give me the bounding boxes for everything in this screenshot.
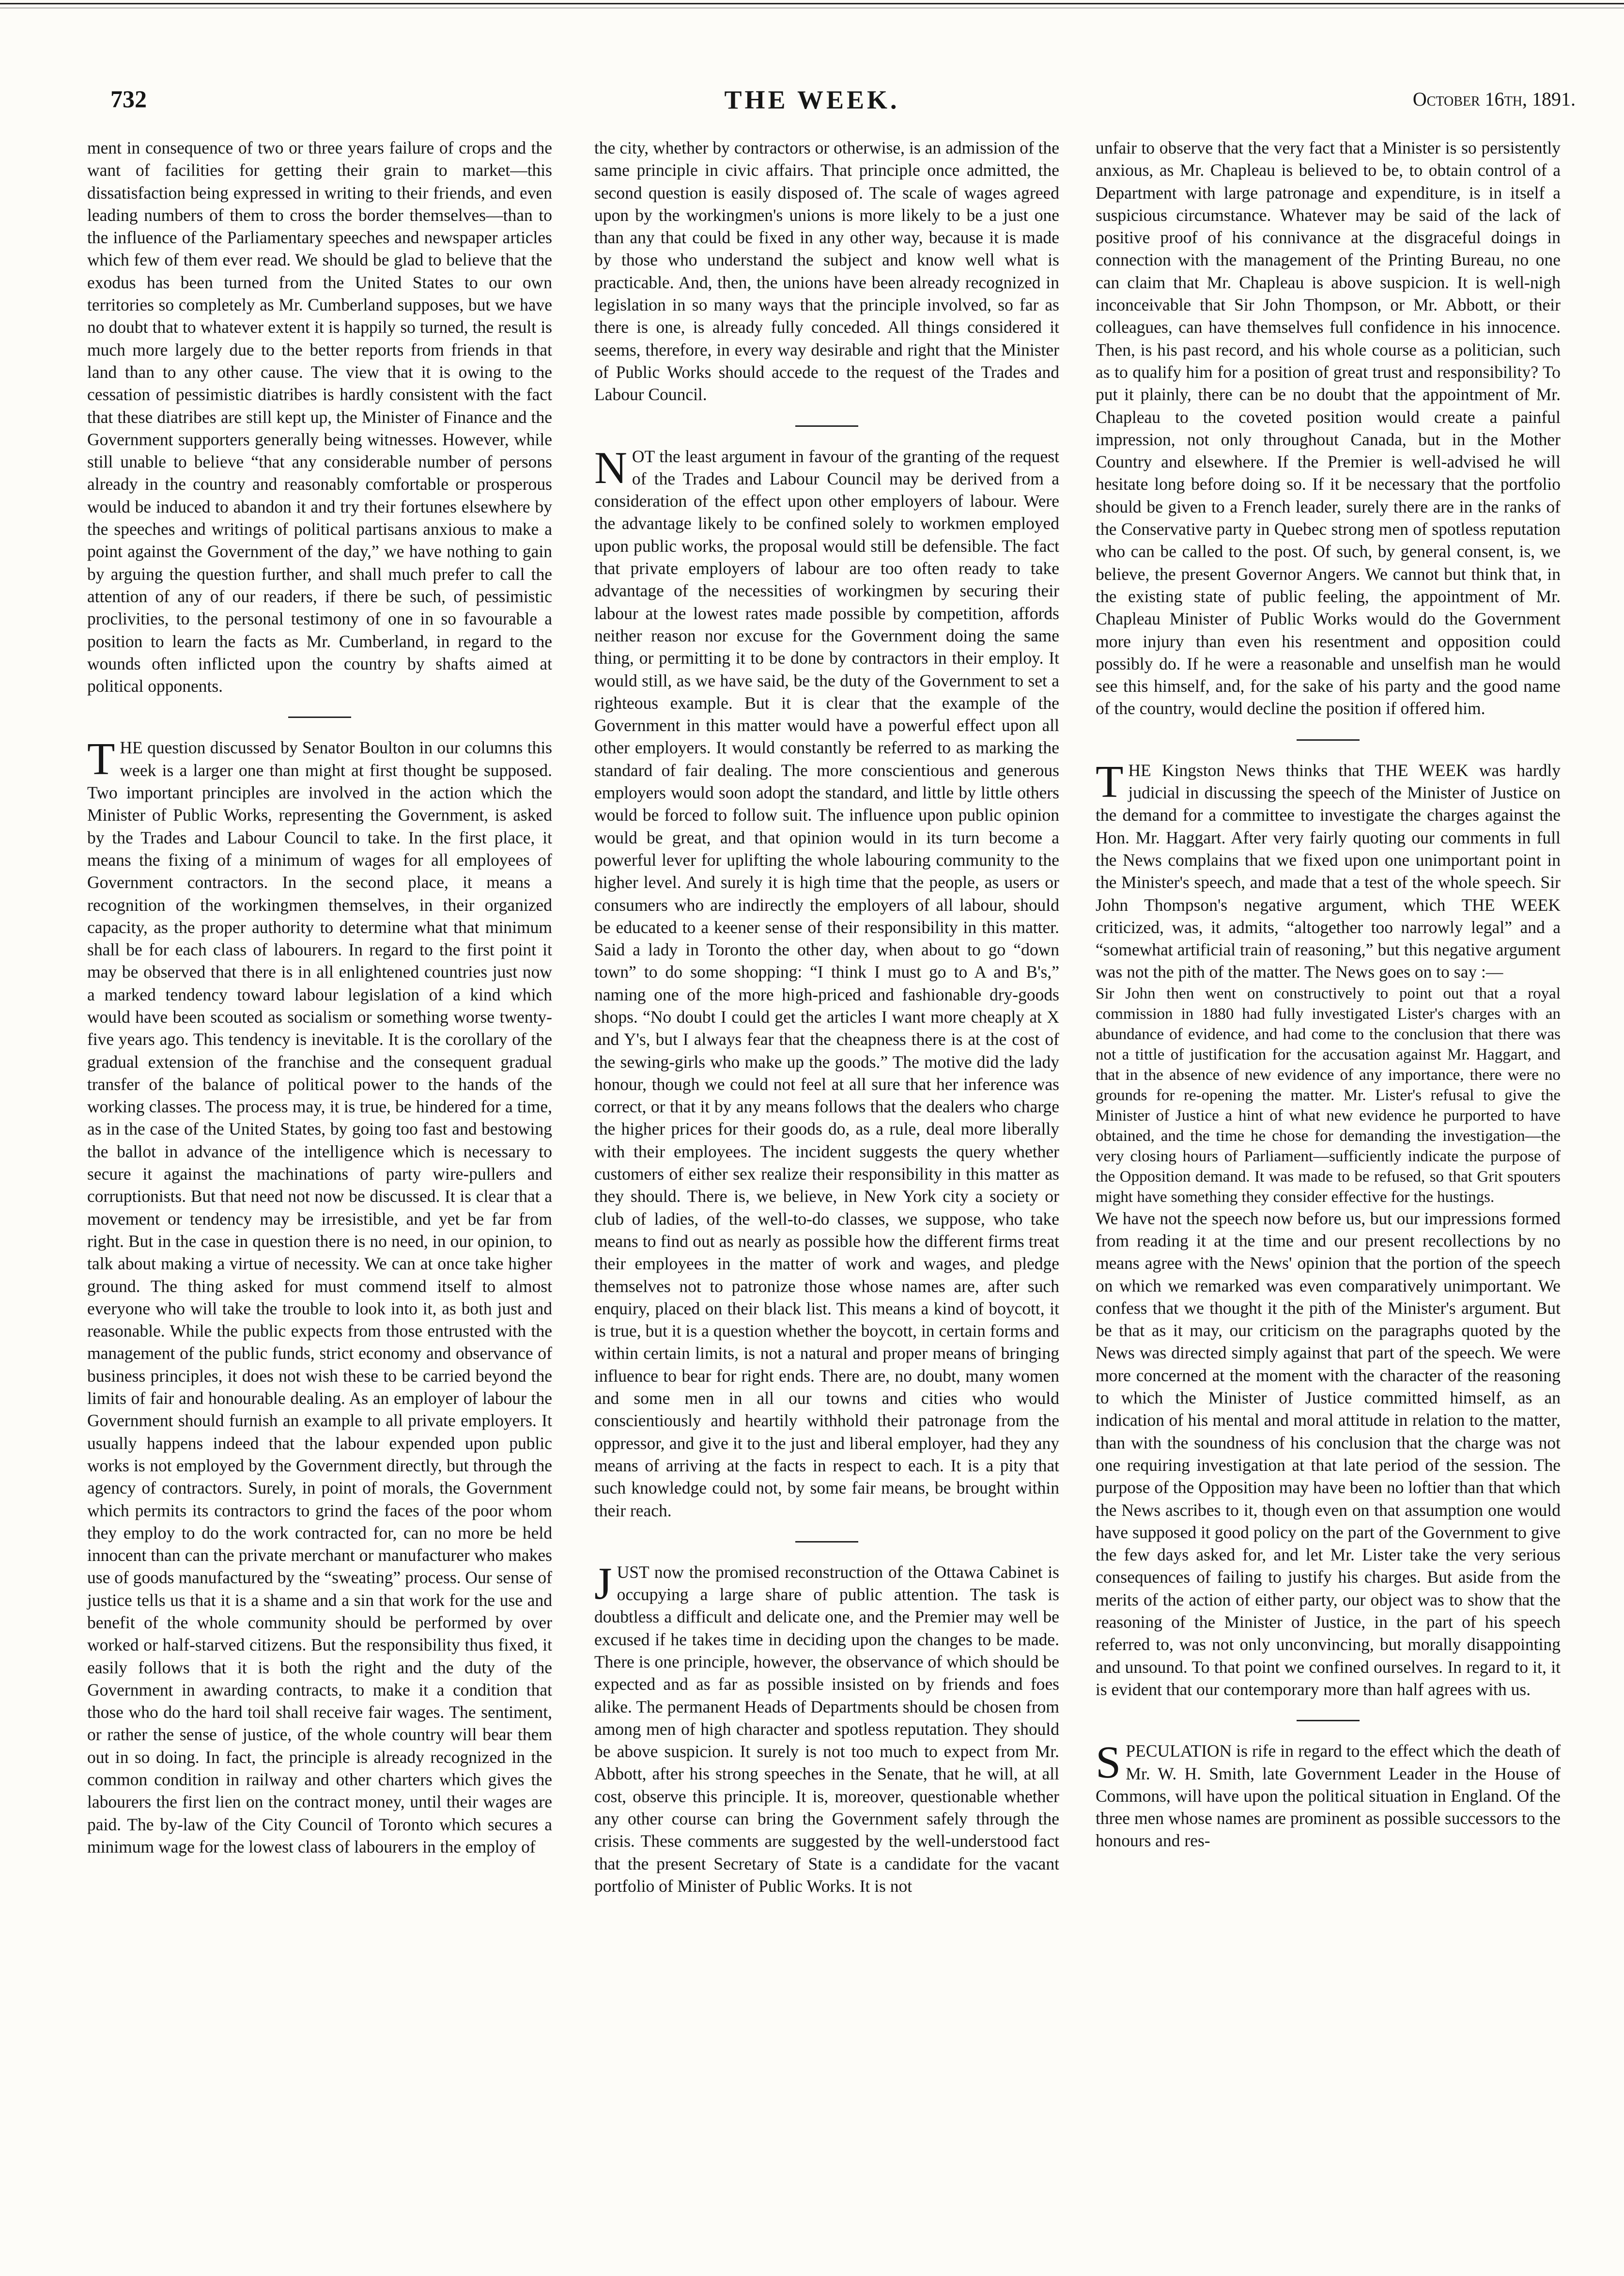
article-paragraph: ment in consequence of two or three years failure of crops and the want of facilities for getting their grain to market—this dissatisfaction being expressed in writing to their friends, and even leading numbers of them to cross the border themselves—than to the influence of the Parliamentary speeches and newspaper articles which few of them ever read. We should be glad to believe that the exodus has been turned from the United States to our own territories so completely as Mr. Cumberland supposes, but we have no doubt that to whatever extent it is happily so turned, the result is much more largely due to the better reports from friends in that land than to any other cause. The view that it is owing to the cessation of pessimistic diatribes is hardly consistent with the fact that these diatribes are still kept up, the Minister of Finance and the Government supporters generally being witnesses. However, while still unable to believe “that any considerable number of persons already in the country and reasonably comfortable or prosperous would be induced to abandon it and try their fortunes elsewhere by the speeches and writings of political partisans anxious to make a point against the Government of the day,” we have nothing to gain by arguing the question further, and shall much prefer to call the attention of any of our readers, if there be such, of pessimistic proclivities, to the personal testimony of one in so favourable a position to learn the facts as Mr. Cumberland, in regard to the wounds often inflicted upon the country by shafts aimed at political opponents. [87,138,552,696]
column-1 [87,137,552,1858]
section-divider [1297,1720,1360,1721]
section-divider [795,1541,858,1543]
article-paragraph: We have not the speech now before us, but our impressions formed from reading it at the time and our present recollections by no means agree with the News' opinion that the portion of the speech on which we remarked was even comparatively unimportant. We confess that we thought it the pith of the Minister's argument. But be that as it may, our criticism on the paragraphs quoted by the News was directed simply against that part of the speech. We were more concerned at the moment with the character of the reasoning to which the Minister of Justice committed himself, as an indication of his mental and moral attitude in relation to the matter, than with the soundness of his conclusion that the charge was not one requiring investigation at that late period of the session. The purpose of the Opposition may have been no loftier than that which the News ascribes to it, though even on that assumption one would have supposed it good policy on the part of the Government to give the few days asked for, and let Mr. Lister take the very serious consequences of failing to justify his charges. But aside from the merits of the action of either party, our object was to show that the reasoning of the Minister of Justice, in the part of his speech referred to, was not only unconvincing, but morally disappointing and unsound. To that point we confined ourselves. In regard to it, it is evident that our contemporary more than half agrees with us. [1096,1208,1561,1699]
drop-cap: J [594,1558,612,1609]
drop-cap: T [1096,756,1124,807]
column-3 [1096,137,1561,1852]
drop-cap: S [1096,1737,1121,1788]
section-divider [288,717,351,718]
article-paragraph [1096,756,1561,983]
section-divider [795,425,858,427]
article-paragraph [594,1558,1059,1897]
page-header [0,85,1624,124]
block-quote: Sir John then went on constructively to point out that a royal commission in 1880 had fully investigated Lister's charges with an abundance of evidence, and had come to the conclusion that there was not a tittle of justification for the accusation against Mr. Haggart, and that in the absence of new evidence of any importance, there were no grounds for re-opening the matter. Mr. Lister's refusal to give the Minister of Justice a hint of what new evidence he purported to have obtained, and the time he chose for demanding the investigation—the very closing hours of Parliament—sufficiently indicate the purpose of the Opposition demand. It was made to be refused, so that Grit spouters might have something they consider effective for the hustings. [1096,984,1561,1206]
article-paragraph: unfair to observe that the very fact that a Minister is so persistently anxious, as Mr. Chapleau is believed to be, to obtain control of a Department with large patronage and expenditure, is in itself a suspicious circumstance. Whatever may be said of the lack of positive proof of his connivance at the disgraceful doings in connection with the management of the Printing Bureau, no one can claim that Mr. Chapleau is above suspicion. It is well-nigh inconceivable that Sir John Thompson, or Mr. Abbott, or their colleagues, can have themselves full confidence in his innocence. Then, is his past record, and his whole course as a politician, such as to qualify him for a position of great trust and responsibility? To put it plainly, there can be no doubt that the appointment of Mr. Chapleau to the coveted position would create a painful impression, not only throughout Canada, but in the Mother Country and elsewhere. If the Premier is well-advised he will hesitate long before doing so. If it be necessary that the portfolio should be given to a French leader, surely there are in the ranks of the Conservative party in Quebec strong men of spotless reputation who can be called to the post. Of such, by general consent, is, we believe, the present Governor Angers. We cannot but think that, in the existing state of public feeling, the appointment of Mr. Chapleau Minister of Public Works would do the Government more injury than even his resentment and opposition could possibly do. If he were a reasonable and unselfish man he would see this himself, and, for the sake of his party and the good name of the country, would decline the position if offered him. [1096,138,1561,718]
article-text: UST now the promised reconstruction of the Ottawa Cabinet is occupying a large share of public attention. The task is doubtless a difficult and delicate one, and the Premier may well be excused if he takes time in deciding upon the changes to be made. There is one principle, however, the observance of which should be expected and as far as possible insisted on by friends and foes alike. The permanent Heads of Departments should be chosen from among men of high character and spotless reputation. They should be above suspicion. It surely is not too much to expect from Mr. Abbott, after his strong speeches in the Senate, that he will, at all cost, observe this principle. It is, moreover, questionable whether any other course can bring the Government safely through the crisis. These comments are suggested by the well-understood fact that the present Secretary of State is a candidate for the vacant portfolio of Minister of Public Works. It is not [594,1562,1059,1896]
issue-date: October 16th, 1891. [1412,88,1576,110]
article-paragraph [1096,1737,1561,1852]
drop-cap: T [87,734,115,785]
article-text: HE Kingston News thinks that THE WEEK was hardly judicial in discussing the speech of the Minister of Justice on the demand for a committee to investigate the charges against the Hon. Mr. Haggart. After very fairly quoting our comments in full the News complains that we fixed upon one unimportant point in the Minister's speech, and made that a test of the whole speech. Sir John Thompson's negative argument, which THE WEEK criticized, was, it admits, “altogether too narrowly legal” and a “somewhat artificial train of reasoning,” but this negative argument was not the pith of the matter. The News goes on to say :— [1096,760,1561,982]
drop-cap: N [594,442,627,493]
article-paragraph [87,736,552,1858]
top-rule [0,3,1624,4]
column-2 [594,137,1059,1897]
article-text: OT the least argument in favour of the granting of the request of the Trades and Labour Council may be derived from a consideration of the effect upon other employers of labour. Were the advantage likely to be confined solely to workmen employed upon public works, the proposal would still be defensible. The fact that private employers of labour are too often ready to take advantage of the necessities of workingmen by securing their labour at the lowest rates made possible by competition, affords neither reason nor excuse for the Government doing the same thing, or permitting it to be done by contractors in their employ. It would still, as we have said, be the duty of the Government to set a righteous example. But it is clear that the example of the Government in this matter would have a powerful effect upon all other employers. It would constantly be referred to as marking the standard of fair dealing. The more conscientious and generous employers would soon adopt the standard, and little by little others would be forced to follow suit. The influence upon public opinion would be great, and that opinion would in its turn become a powerful lever for uplifting the whole labouring community to the higher level. And surely it is high time that the people, as users or consumers who are indirectly the employers of all labour, should be educated to a keener sense of their responsibility in this matter. Said a lady in Toronto the other day, when about to go “down town” to do some shopping: “I think I must go to A and B's,” naming one of the more high-priced and fashionable dry-goods shops. “No doubt I could get the articles I want more cheaply at X and Y's, but I always fear that the cheapness there is at the cost of the sewing-girls who make up the goods.” The motive did the lady honour, though we could not feel at all sure that her inference was correct, or that it by any means follows that the dealers who charge the higher prices for their goods do, as a rule, deal more liberally with their employees. The incident suggests the query whether customers of either sex realize their responsibility in this matter as they should. There is, we believe, in New York city a society or club of ladies, of the well-to-do classes, we suppose, who take means to find out as nearly as possible how the different firms treat their employees in the matter of work and wages, and pledge themselves not to patronize those whose names are, after such enquiry, placed on their black list. This means a kind of boycott, it is true, but it is a question whether the boycott, in certain forms and within certain limits, is not a natural and proper means of bringing influence to bear for right ends. There are, no doubt, many women and some men in all our towns and cities who would conscientiously and heartily withhold their patronage from the oppressor, and give it to the just and liberal employer, had they any means of arriving at the facts in respect to each. It is a pity that such knowledge could not, by some fair means, be brought within their reach. [594,446,1059,1520]
section-divider [1297,739,1360,741]
article-text: PECULATION is rife in regard to the effect which the death of Mr. W. H. Smith, late Government Leader in the House of Commons, will have upon the political situation in England. Of the three men whose names are prominent as possible successors to the honours and res- [1096,1741,1561,1851]
article-paragraph [594,442,1059,1522]
publication-title: THE WEEK. [724,85,900,114]
article-paragraph: the city, whether by contractors or otherwise, is an admission of the same principle in civic affairs. That principle once admitted, the second question is easily disposed of. The scale of wages agreed upon by the workingmen's unions is more likely to be a just one than any that could be fixed in any other way, because it is made by those who understand the subject and know well what is practicable. And, then, the unions have been already recognized in legislation in so many ways that the principle involved, so far as there is one, is already fully conceded. All things considered it seems, therefore, in every way desirable and right that the Minister of Public Works should accede to the request of the Trades and Labour Council. [594,138,1059,405]
page-number: 732 [110,85,147,112]
article-text: HE question discussed by Senator Boulton in our columns this week is a larger one than might at first thought be supposed. Two important principles are involved in the action which the Minister of Public Works, representing the Government, is asked by the Trades and Labour Council to take. In the first place, it means the fixing of a minimum of wages for all employees of Government contractors. In the second place, it means a recognition of the workingmen themselves, in their organized capacity, as the proper authority to determine what that minimum shall be for each class of labourers. In regard to the first point it may be observed that there is in all enlightened countries just now a marked tendency toward labour legislation of a kind which would have been scouted as socialism or something worse twenty-five years ago. This tendency is inevitable. It is the corollary of the gradual extension of the franchise and the consequent gradual transfer of the balance of political power to the hands of the working classes. The process may, it is true, be hindered for a time, as in the case of the United States, by going too fast and bestowing the ballot in advance of the intelligence which is necessary to secure it against the machinations of party wire-pullers and corruptionists. But that need not now be discussed. It is clear that a movement or tendency may be irresistible, and yet be far from right. But in the case in question there is no need, in our opinion, to talk about making a virtue of necessity. We can at once take higher ground. The thing asked for must commend itself to almost everyone who will take the trouble to look into it, as both just and reasonable. While the public expects from those entrusted with the management of the public funds, strict economy and observance of business principles, it does not wish these to be carried beyond the limits of fair and honourable dealing. As an employer of labour the Government should furnish an example to all private employers. It usually happens indeed that the labour expended upon public works is not employed by the Government directly, but through the agency of contractors. Surely, in point of morals, the Government which permits its contractors to grind the faces of the poor whom they employ to do the work contracted for, can no more be held innocent than can the private merchant or manufacturer who makes use of goods manufactured by the “sweating” process. Our sense of justice tells us that it is a shame and a sin that work for the use and benefit of the whole community should be performed by over worked or half-starved citizens. But the responsibility thus fixed, it easily follows that it is both the right and the duty of the Government in awarding contracts, to make it a condition that those who do the hard toil shall receive fair wages. The sentiment, or rather the sense of justice, of the whole country will bear them out in so doing. In fact, the principle is already recognized in the common condition in railway and other charters which gives the labourers the first lien on the contract money, until their wages are paid. The by-law of the City Council of Toronto which secures a minimum wage for the lowest class of labourers in the employ of [87,738,552,1856]
